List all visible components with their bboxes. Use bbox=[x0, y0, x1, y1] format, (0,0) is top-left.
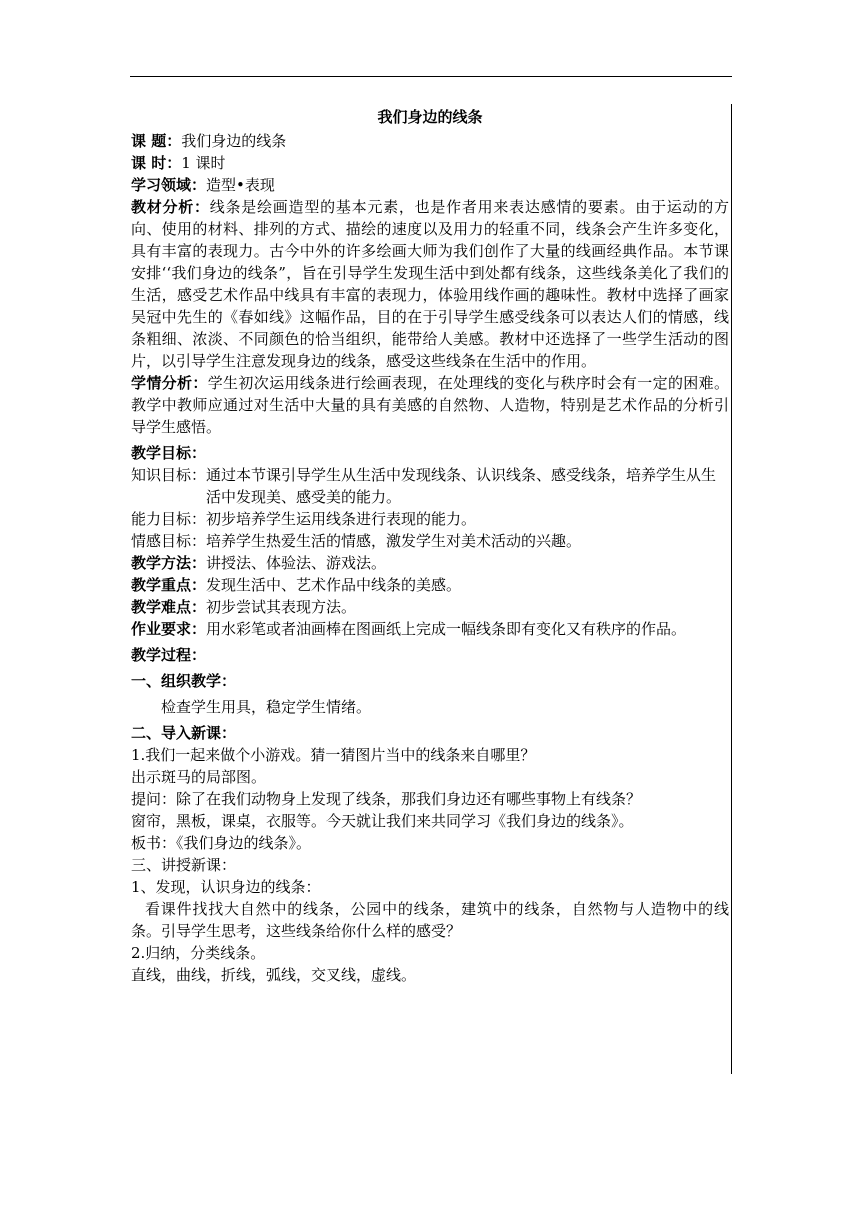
goal-ability-label: 能力目标： bbox=[131, 510, 207, 528]
method-label: 教学方法： bbox=[131, 554, 207, 572]
period-label: 课 时： bbox=[131, 154, 182, 172]
goal-emotion bbox=[131, 530, 729, 552]
step3-paragraph: 看课件找找大自然中的线条，公园中的线条，建筑中的线条，自然物与人造物中的线条。引导学生思考，这些线条给你什么样的感受？ bbox=[131, 900, 729, 940]
step3-heading: 三、讲授新课： bbox=[131, 856, 237, 874]
goal-emotion-text: 培养学生热爱生活的情感，激发学生对美术活动的兴趣。 bbox=[206, 532, 582, 550]
step2-line2: 出示斑马的局部图。 bbox=[131, 768, 267, 786]
key-row bbox=[131, 574, 729, 596]
homework-text: 用水彩笔或者油画棒在图画纸上完成一幅线条即有变化又有秩序的作品。 bbox=[206, 620, 687, 638]
difficulty-text: 初步尝试其表现方法。 bbox=[206, 598, 357, 616]
student-label: 学情分析： bbox=[131, 374, 208, 392]
step1-heading: 一、组织教学： bbox=[131, 672, 237, 690]
goal-emotion-label: 情感目标： bbox=[131, 532, 207, 550]
step2-line1: 1.我们一起来做个小游戏。猜一猜图片当中的线条来自哪里？ bbox=[131, 746, 536, 764]
step2-line5: 板书：《我们身边的线条》。 bbox=[131, 834, 312, 852]
period-row bbox=[131, 152, 729, 174]
goal-knowledge bbox=[131, 464, 729, 508]
period-value: 1 课时 bbox=[181, 154, 226, 172]
goal-knowledge-text: 通过本节课引导学生从生活中发现线条、认识线条、感受线条，培养学生从生活中发现美、感受美的能力。 bbox=[206, 466, 717, 506]
difficulty-row bbox=[131, 596, 729, 618]
step3-line1: 1、发现，认识身边的线条： bbox=[131, 878, 321, 896]
step1-text: 检查学生用具，稳定学生情绪。 bbox=[161, 698, 372, 716]
table-right-border bbox=[731, 104, 732, 1074]
student-analysis bbox=[131, 372, 729, 438]
method-text: 讲授法、体验法、游戏法。 bbox=[206, 554, 387, 572]
goal-ability bbox=[131, 508, 729, 530]
method-row bbox=[131, 552, 729, 574]
step3-line3: 直线，曲线，折线，弧线，交叉线，虚线。 bbox=[131, 966, 417, 984]
student-text: 学生初次运用线条进行绘画表现，在处理线的变化与秩序时会有一定的困难。教学中教师应通过对生活中大量的具有美感的自然物、人造物，特别是艺术作品的分析引导学生感悟。 bbox=[131, 374, 729, 436]
goals-heading: 教学目标： bbox=[131, 444, 207, 462]
difficulty-label: 教学难点： bbox=[131, 598, 207, 616]
topic-value: 我们身边的线条 bbox=[181, 132, 287, 150]
lesson-plan-body bbox=[131, 106, 729, 986]
step2-line4: 窗帘，黑板，课桌，衣服等。今天就让我们来共同学习《我们身边的线条》。 bbox=[131, 812, 634, 830]
key-text: 发现生活中、艺术作品中线条的美感。 bbox=[206, 576, 462, 594]
process-heading: 教学过程： bbox=[131, 646, 207, 664]
material-text: 线条是绘画造型的基本元素，也是作者用来表达感情的要素。由于运动的方向、使用的材料、排列的方式、描绘的速度以及用力的轻重不同，线条会产生许多变化，具有丰富的表现力。古今中外的许多绘画大师为我们创作了大量的线画经典作品。本节课安排‘‘我们身边的线条”，旨在引导学生发现生活中到处都有线条，这些线条美化了我们的生活，感受艺术作品中线具有丰富的表现力，体验用线作画的趣味性。教材中选择了画家吴冠中先生的《春如线》这幅作品，目的在于引导学生感受线条可以表达人们的情感，线条粗细、浓淡、不同颜色的恰当组织，能带给人美感。教材中还选择了一些学生活动的图片，以引导学生注意发现身边的线条，感受这些线条在生活中的作用。 bbox=[131, 198, 729, 370]
goal-ability-text: 初步培养学生运用线条进行表现的能力。 bbox=[206, 510, 477, 528]
header-rule bbox=[130, 76, 732, 77]
step2-line3: 提问：除了在我们动物身上发现了线条，那我们身边还有哪些事物上有线条？ bbox=[131, 790, 642, 808]
step2-heading: 二、导入新课： bbox=[131, 724, 237, 742]
homework-label: 作业要求： bbox=[131, 620, 207, 638]
homework-row bbox=[131, 618, 729, 640]
goal-knowledge-label: 知识目标： bbox=[131, 466, 207, 484]
step3-line2: 2.归纳，分类线条。 bbox=[131, 944, 266, 962]
domain-label: 学习领域： bbox=[131, 176, 207, 194]
material-analysis bbox=[131, 196, 729, 372]
domain-value: 造型•表现 bbox=[206, 176, 275, 194]
document-title: 我们身边的线条 bbox=[377, 108, 483, 126]
key-label: 教学重点： bbox=[131, 576, 207, 594]
domain-row bbox=[131, 174, 729, 196]
topic-row bbox=[131, 130, 729, 152]
topic-label: 课 题： bbox=[131, 132, 182, 150]
material-label: 教材分析： bbox=[131, 198, 210, 216]
